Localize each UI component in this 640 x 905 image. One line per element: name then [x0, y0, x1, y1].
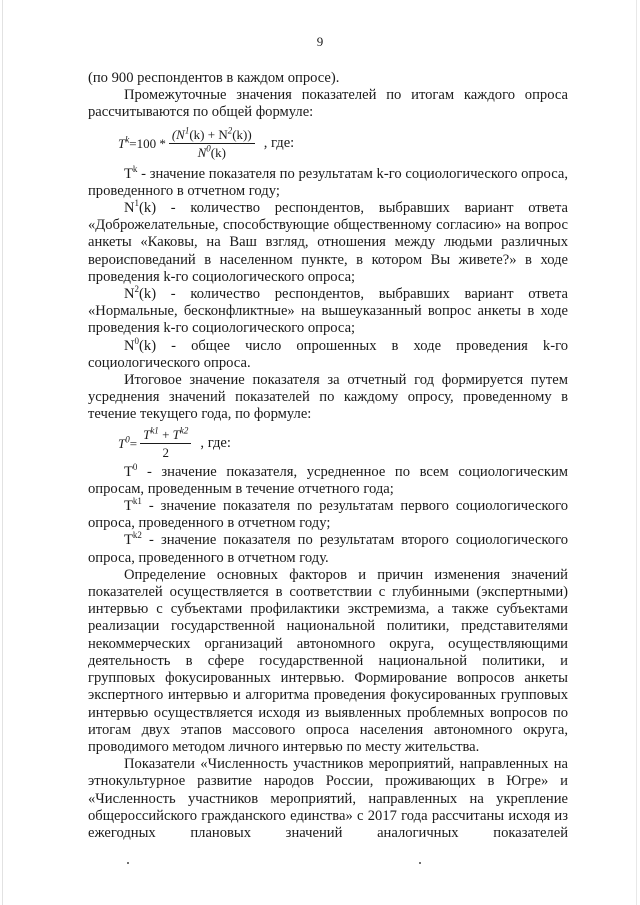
paragraph-intermediate-values: Промежуточные значения показателей по итогам каждого опроса рассчитываются по общей формуле: — [88, 87, 568, 121]
scan-edge-right — [636, 0, 637, 905]
paragraph-factors-determination: Определение основных факторов и причин изменения значений показателей осуществляется в соответствии с глубинными (экспертными) интервью с субъектами профилактики экстремизма, а также субъектами реализации государственной национальной политики, представителями некоммерческих организаций автономного округа, осуществляющими деятельность в сфере государственной национальной политики, и групповых фокусированных интервью. Формирование вопросов анкеты экспертного интервью и алгоритма проведения фокусированных групповых интервью осуществляется исходя из выявленных проблемных вопросов по итогам двух этапов массового опроса населения автономного округа, проводимого методом личного интервью по месту жительства. — [88, 566, 568, 755]
paragraph-respondents: (по 900 респондентов в каждом опросе). — [88, 70, 340, 86]
formula-numerator: $(N^1(k) + N^2(k))$ — [169, 127, 255, 144]
definition-tk: $T^k$ - значение показателя по результатам k-го социологического опроса, проведенного в отчетном году; — [88, 163, 568, 199]
definition-n1: $N^1(k)$ - количество респондентов, выбравших вариант ответа «Доброжелательные, способствующие общественному согласию» на вопрос анкеты «Каковы, на Ваш взгляд, отношения между людьми различных вероисповеданий в населенном пункте, в котором Вы живете?» в ходе проведения k-го социологического опроса; — [88, 198, 568, 285]
formula-where: , где: — [263, 135, 295, 151]
scan-dot — [419, 862, 421, 864]
symbol-n2: $N^2(k)$ — [124, 284, 157, 303]
symbol-n0: $N^0(k)$ — [124, 335, 157, 354]
definition-n0: $N^0(k)$ - общее число опрошенных в ходе проведения k-го социологического опроса. — [88, 335, 568, 371]
symbol-t0: $T^0$ — [124, 461, 138, 480]
formula2-numerator: $T^{k1} + T^{k2}$ — [140, 427, 191, 444]
formula-lhs: $T^k$ — [118, 134, 130, 151]
symbol-tk2: $T^{k2}$ — [124, 530, 142, 549]
formula2-denominator: 2 — [162, 445, 169, 461]
formula-average — [118, 426, 568, 462]
definition-tk2: $T^{k2}$ - значение показателя по результатам второго социологического опроса, проведенного в отчетном году. — [88, 530, 568, 566]
formula-multiplier: =100 * — [129, 136, 166, 151]
definition-n2: $N^2(k)$ - количество респондентов, выбравших вариант ответа «Нормальные, бесконфликтные» на вышеуказанный вопрос анкеты в ходе проведения k-го социологического опроса; — [88, 284, 568, 337]
scan-marks — [0, 858, 640, 868]
paragraph-indicators-calculation: Показатели «Численность участников мероприятий, направленных на этнокультурное развитие народов России, проживающих в Югре» и «Численность участников мероприятий, направленных на укрепление общероссийского гражданского единства» с 2017 года рассчитаны исходя из ежегодных плановых значений аналогичных показателей — [88, 756, 568, 841]
symbol-n1: $N^1(k)$ — [124, 198, 157, 217]
formula-fraction — [169, 127, 255, 160]
page-number: 9 — [316, 34, 324, 49]
formula-denominator: $N^0(k)$ — [197, 143, 226, 161]
formula2-where: , где: — [200, 435, 231, 452]
symbol-tk: $T^k$ — [124, 163, 138, 182]
scan-edge-left — [2, 0, 3, 905]
definition-tk1: $T^{k1}$ - значение показателя по результатам первого социологического опроса, проведенного в отчетном году; — [88, 496, 568, 532]
document-body — [88, 70, 568, 842]
formula2-equals: = — [129, 436, 138, 452]
definition-t0: $T^0$ - значение показателя, усредненное по всем социологическим опросам, проведенным в течение отчетного года; — [88, 461, 568, 497]
paragraph-final-value: Итоговое значение показателя за отчетный год формируется путем усреднения значений показателей по каждому опросу, проведенному в течение текущего года, по формуле: — [88, 372, 568, 423]
formula2-lhs: $T^0$ — [118, 434, 130, 452]
symbol-tk1: $T^{k1}$ — [124, 496, 142, 515]
formula-intermediate — [118, 124, 568, 164]
scan-dot — [127, 862, 129, 864]
formula2-fraction — [140, 427, 191, 460]
